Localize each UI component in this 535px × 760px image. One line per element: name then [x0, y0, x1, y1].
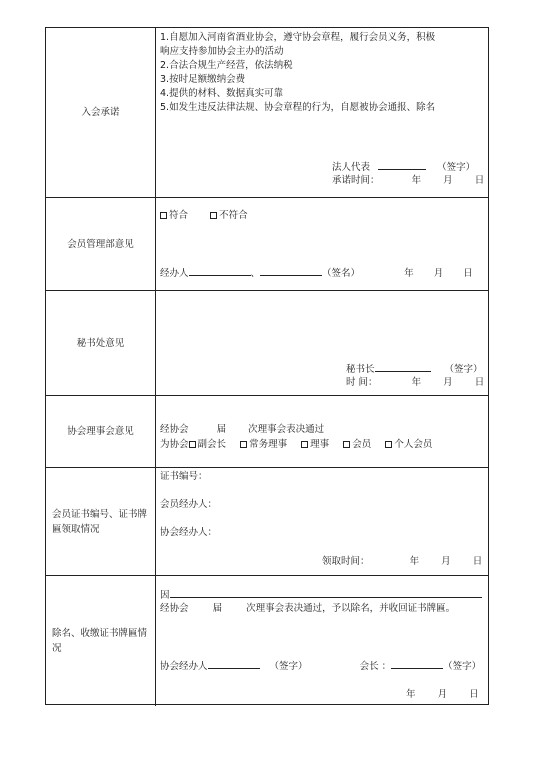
receive-year: 年: [409, 556, 420, 567]
removal-date-line: [406, 689, 479, 701]
checkbox-director[interactable]: [301, 441, 308, 448]
removal-because: 因: [160, 590, 170, 601]
role-executive-director: 常务理事: [249, 439, 288, 450]
receive-time-label: 领取时间：: [322, 556, 370, 567]
role-member: 会员: [352, 439, 372, 450]
handler-2-field[interactable]: [260, 266, 322, 276]
checkbox-vice-president[interactable]: [189, 441, 196, 448]
assoc-handler-label: 协会经办人：: [160, 527, 218, 538]
handler-sign-note: （签名）: [322, 268, 361, 279]
secretary-sign-note: （签字）: [444, 364, 483, 375]
handler-separator: 、: [250, 268, 261, 279]
removal-row: [46, 576, 488, 706]
opt-not-conform-label: 不符合: [219, 210, 248, 221]
commitment-year: 年: [411, 175, 422, 186]
commitment-row: [46, 28, 488, 198]
checkbox-conform[interactable]: [160, 212, 167, 219]
member-dept-row: [46, 198, 488, 291]
member-dept-year: 年: [404, 268, 414, 279]
legal-rep-signature-field[interactable]: [378, 160, 426, 170]
removal-signature-line: [160, 659, 481, 673]
council-row: [46, 396, 488, 468]
commitment-month: 月: [443, 175, 453, 186]
secretariat-content: [156, 291, 488, 395]
secretariat-time-label: 时 间：: [346, 377, 378, 388]
removal-line2-a: 经协会: [160, 603, 189, 614]
secretariat-label: 秘书处意见: [46, 291, 156, 395]
checkbox-executive-director[interactable]: [240, 441, 247, 448]
role-director: 理事: [310, 439, 330, 450]
removal-line2-c: 次理事会表决通过，予以除名，并收回证书牌匾。: [246, 603, 456, 614]
commitment-item-1-cont: 响应支持参加协会主办的活动: [160, 46, 284, 57]
handler-1-field[interactable]: [189, 266, 251, 276]
removal-year: 年: [406, 689, 416, 700]
commitment-item-4: 4.提供的材料、数据真实可靠: [160, 88, 284, 99]
secretary-label: 秘书长: [346, 364, 375, 375]
secretariat-row: [46, 291, 488, 396]
checkbox-member[interactable]: [343, 441, 350, 448]
role-individual-member: 个人会员: [394, 439, 433, 450]
council-line1-c: 次理事会表决通过: [248, 424, 325, 435]
commitment-item-2: 2.合法合规生产经营，依法纳税: [160, 60, 293, 71]
commitment-day: 日: [474, 175, 485, 186]
secretariat-day: 日: [474, 377, 485, 388]
council-label: 协会理事会意见: [46, 396, 156, 467]
removal-reason-field[interactable]: [170, 588, 482, 598]
removal-sign-note-1: （签字）: [269, 661, 308, 672]
council-content: [156, 396, 488, 467]
member-dept-content: [156, 198, 488, 290]
member-dept-label: 会员管理部意见: [46, 198, 156, 290]
secretariat-month: 月: [443, 377, 453, 388]
secretary-signature-field[interactable]: [375, 362, 431, 372]
secretariat-year: 年: [411, 377, 422, 388]
receive-time-line: [322, 556, 482, 568]
receive-month: 月: [441, 556, 451, 567]
role-vice-president: 副会长: [197, 439, 227, 450]
removal-assoc-handler-label: 协会经办人: [160, 661, 208, 672]
removal-vote-line: [160, 603, 455, 615]
member-dept-day: 日: [463, 268, 473, 279]
legal-rep-sign-note: （签字）: [437, 162, 476, 173]
commitment-label: 入会承诺: [46, 28, 156, 197]
council-vote-line: [160, 424, 324, 436]
certificate-content: [156, 468, 488, 575]
checkbox-individual-member[interactable]: [385, 441, 392, 448]
member-dept-options: [160, 210, 248, 222]
removal-handler-field[interactable]: [208, 659, 260, 669]
cert-number-label: 证书编号：: [160, 471, 208, 482]
commitment-date-line: [332, 175, 484, 187]
certificate-label: 会员证书编号、证书牌匾领取情况: [46, 468, 156, 575]
commitment-item-3: 3.按时足额缴纳会费: [160, 74, 246, 85]
legal-rep-line: [332, 160, 475, 174]
president-label: 会长 ：: [359, 661, 392, 672]
council-role-line: [160, 439, 432, 451]
council-line1-a: 经协会: [160, 424, 189, 435]
removal-content: [156, 576, 488, 706]
removal-label: 除名、收缴证书牌匾情况: [46, 576, 156, 706]
receive-day: 日: [472, 556, 483, 567]
member-dept-month: 月: [433, 268, 444, 279]
removal-sign-note-2: （签字）: [443, 661, 482, 672]
president-signature-field[interactable]: [391, 659, 443, 669]
removal-reason-line: [160, 588, 482, 602]
checkbox-not-conform[interactable]: [210, 212, 217, 219]
member-handler-label: 会员经办人：: [160, 499, 218, 510]
membership-form: [45, 27, 489, 705]
commitment-item-1: 1.自愿加入河南省酒业协会，遵守协会章程，履行会员义务，积极: [160, 32, 436, 43]
member-dept-handler-line: [160, 266, 473, 280]
handler-label: 经办人: [160, 268, 189, 279]
council-line1-b: 届: [216, 424, 227, 435]
certificate-row: [46, 468, 488, 576]
council-line2-prefix: 为协会: [160, 439, 189, 450]
removal-month: 月: [437, 689, 448, 700]
commitment-content: [156, 28, 488, 197]
commitment-date-label: 承诺时间：: [332, 175, 380, 186]
legal-rep-label: 法人代表: [332, 162, 371, 173]
secretary-line: [346, 362, 483, 376]
opt-conform-label: 符合: [169, 210, 189, 221]
removal-line2-b: 届: [212, 603, 223, 614]
secretariat-time-line: [346, 377, 484, 389]
removal-day: 日: [469, 689, 479, 700]
commitment-item-5: 5.如发生违反法律法规、协会章程的行为，自愿被协会通报、除名: [160, 102, 436, 113]
